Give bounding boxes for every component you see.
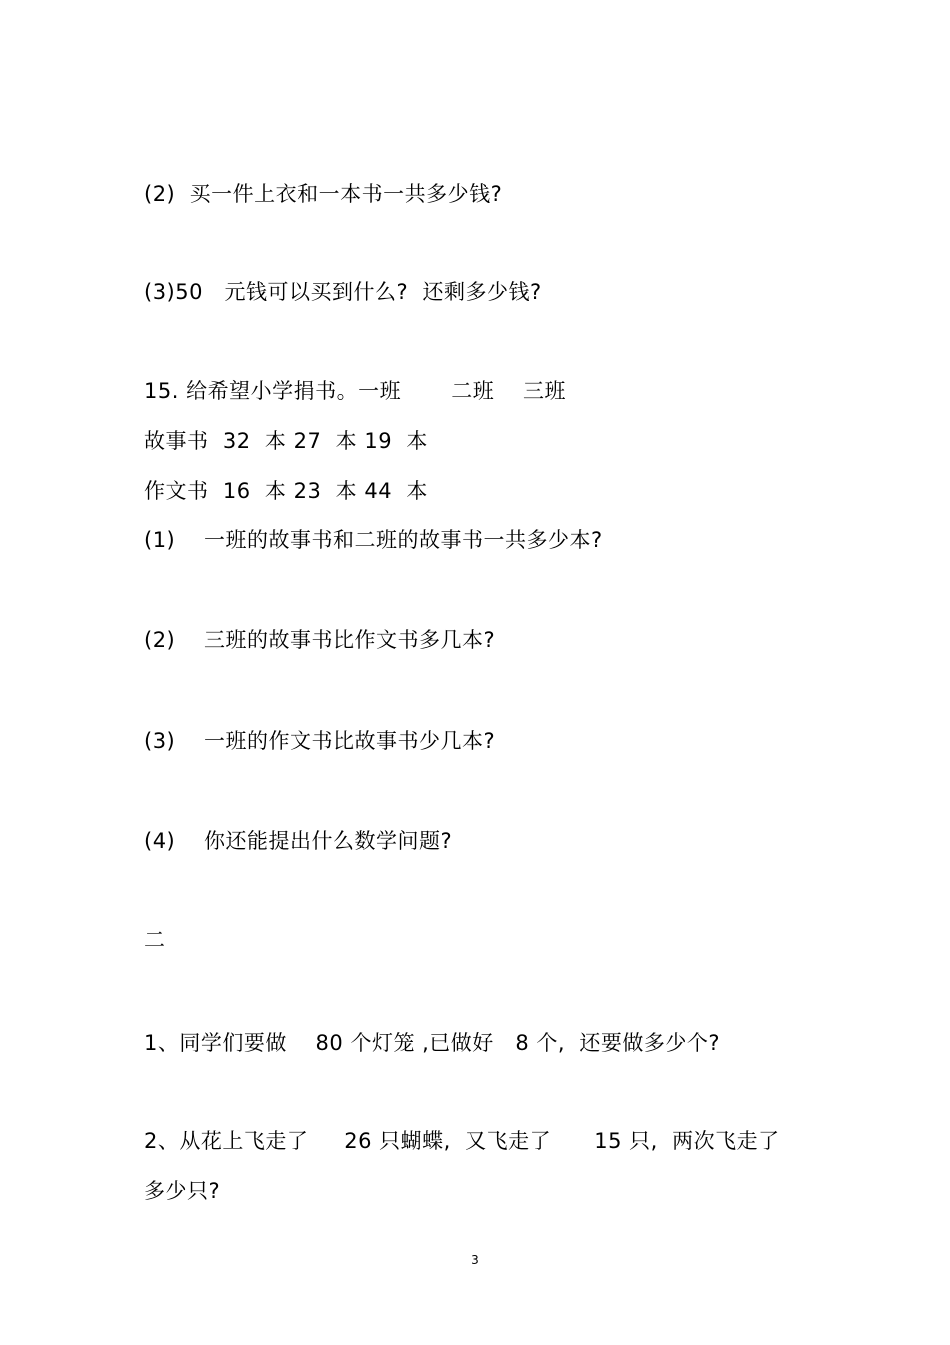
question-2-buy-shirt-book: (2) 买一件上衣和一本书一共多少钱? xyxy=(144,182,503,206)
page-number: 3 xyxy=(471,1253,479,1267)
problem-15-heading: 15. 给希望小学捐书。一班 二班 三班 xyxy=(144,379,566,403)
problem-15-question-3: (3) 一班的作文书比故事书少几本? xyxy=(144,729,496,753)
section-two-problem-2-continued: 多少只? xyxy=(144,1179,221,1203)
section-two-problem-2: 2、从花上飞走了 26 只蝴蝶, 又飞走了 15 只, 两次飞走了 xyxy=(144,1129,780,1153)
story-books-row: 故事书 32 本 27 本 19 本 xyxy=(144,429,428,453)
problem-15-question-4: (4) 你还能提出什么数学问题? xyxy=(144,829,453,853)
question-3-fifty-yuan: (3)50 元钱可以买到什么? 还剩多少钱? xyxy=(144,280,542,304)
problem-15-question-2: (2) 三班的故事书比作文书多几本? xyxy=(144,628,496,652)
section-two-problem-1: 1、同学们要做 80 个灯笼 ,已做好 8 个, 还要做多少个? xyxy=(144,1031,721,1055)
section-two-heading: 二 xyxy=(144,928,166,952)
problem-15-question-1: (1) 一班的故事书和二班的故事书一共多少本? xyxy=(144,528,603,552)
composition-books-row: 作文书 16 本 23 本 44 本 xyxy=(144,479,428,503)
